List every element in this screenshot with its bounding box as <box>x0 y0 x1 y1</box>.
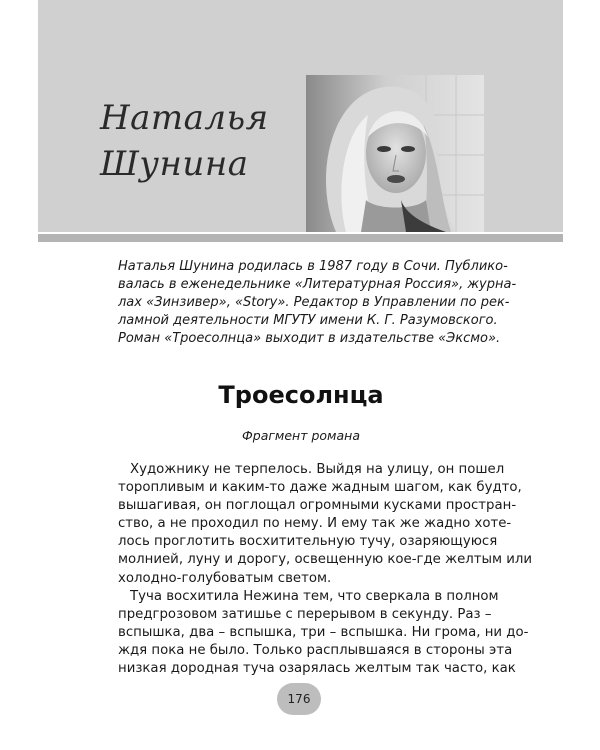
work-subtitle: Фрагмент романа <box>242 428 360 443</box>
page-number: 176 <box>277 683 321 715</box>
author-last-name: Шунина <box>100 144 249 184</box>
bio-line: валась в еженедельнике «Литературная Россия», журна- <box>118 277 517 292</box>
author-name <box>100 95 290 187</box>
body-line: ждя пока не было. Только расплывшаяся в стороны эта <box>118 642 513 658</box>
header-divider <box>38 234 563 242</box>
author-photo <box>306 75 484 232</box>
body-line: молнией, луну и дорогу, освещенную кое-где желтым или <box>118 552 533 568</box>
body-line: торопливым и каким-то даже жадным шагом, как будто, <box>118 480 522 496</box>
body-line: лось проглотить восхитительную тучу, озаряющуюся <box>118 534 498 550</box>
author-first-name: Наталья <box>100 98 269 138</box>
body-line: холодно-голубоватым светом. <box>118 570 332 586</box>
body-line: вспышка, два – вспышка, три – вспышка. Ни грома, ни до- <box>118 624 529 640</box>
author-bio <box>118 258 517 348</box>
body-line: ство, а не проходил по нему. И ему так же жадно хоте- <box>118 516 512 532</box>
work-title: Троесолнца <box>218 381 384 409</box>
bio-line: ламной деятельности МГУТУ имени К. Г. Разумовского. <box>118 313 498 328</box>
body-line: предгрозовом затишье с перерывом в секунду. Раз – <box>118 606 492 622</box>
bio-line: Роман «Троесолнца» выходит в издательстве «Эксмо». <box>118 331 501 346</box>
body-line: Художнику не терпелось. Выйдя на улицу, он пошел <box>130 462 505 477</box>
body-line: низкая дородная туча озарялась желтым так часто, как <box>118 661 516 677</box>
body-text <box>118 461 533 678</box>
body-line: вышагивая, он поглощал огромными кусками простран- <box>118 498 517 514</box>
bio-line: лах «Зинзивер», «Story». Редактор в Управлении по рек- <box>118 295 510 310</box>
bio-line: Наталья Шунина родилась в 1987 году в Сочи. Публико- <box>118 259 508 274</box>
body-line: Туча восхитила Нежина тем, что сверкала в полном <box>130 588 499 604</box>
